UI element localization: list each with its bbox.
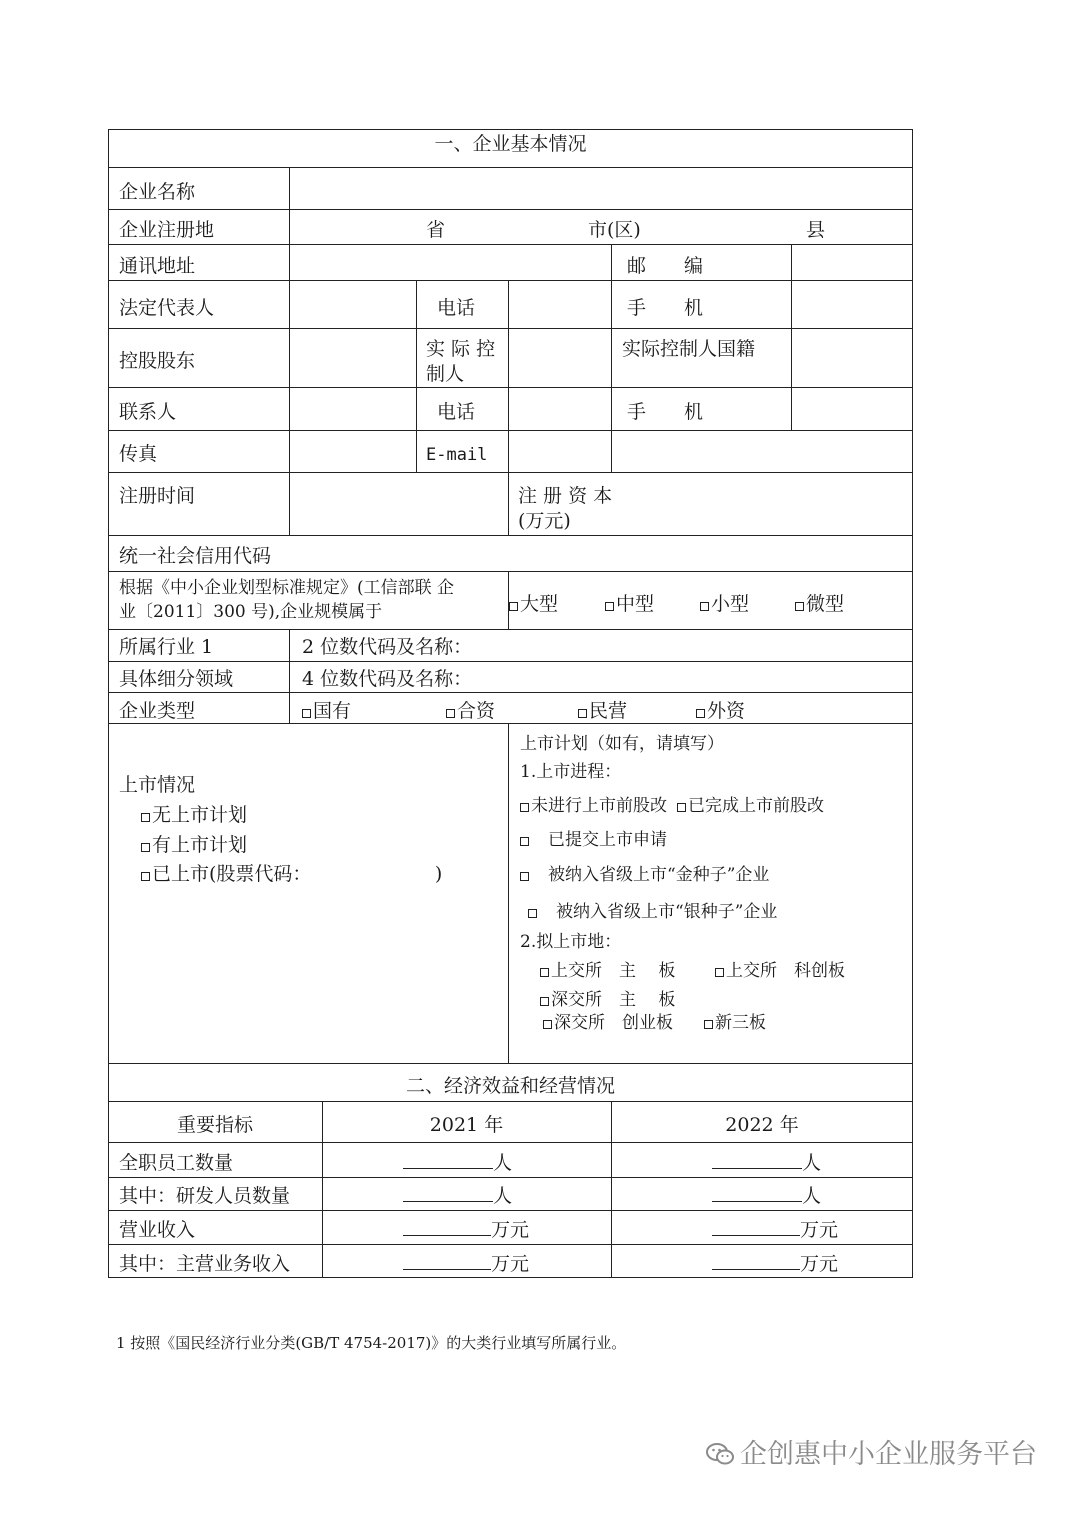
row-divider [108,661,913,662]
checkbox-type-foreign[interactable] [696,700,745,723]
field-controller-nationality[interactable] [793,330,911,386]
checkbox-label: 已完成上市前股改 [688,796,824,816]
checkbox-already-listed[interactable] [141,863,442,886]
checkbox-label: 民营 [589,700,628,722]
field-subfield-code[interactable]: 4 位数代码及名称： [302,668,473,690]
checkbox-icon [540,968,549,977]
field-contact-mobile[interactable] [793,389,911,429]
field-contact-phone[interactable] [510,389,610,429]
checkbox-label: 已上市(股票代码： ) [152,863,443,885]
checkbox-label: 被纳入省级上市“银种子”企业 [556,902,778,922]
label-enterprise-name: 企业名称 [119,181,196,203]
checkbox-no-listing-plan[interactable] [141,804,247,827]
checkbox-sse-star-market[interactable] [715,961,845,981]
footnote: 1 按照《国民经济行业分类(GB/T 4754-2017)》的大类行业填写所属行业。 [116,1334,627,1352]
row-divider [108,692,913,693]
label-province: 省 [426,219,446,241]
label-enterprise-type: 企业类型 [119,700,196,722]
checkbox-icon [302,709,311,718]
label-registered-capital-line2: (万元) [518,510,571,532]
checkbox-scale-medium[interactable] [605,593,654,616]
column-divider [289,629,290,723]
checkbox-icon [704,1020,713,1029]
label-postcode: 邮 编 [627,255,704,277]
checkbox-icon [509,602,518,611]
section-title-economic-performance: 二、经济效益和经营情况 [405,1075,615,1097]
row-divider [108,629,913,630]
label-listing-progress: 1.上市进程： [520,762,622,782]
field-revenue-2021[interactable]: 万元 [403,1219,529,1242]
checkbox-label: 国有 [313,700,352,722]
field-employees-2021[interactable]: 人 [403,1152,512,1175]
checkbox-label: 中型 [616,593,655,615]
label-registered-capital-line1: 注 册 资 本 [518,485,613,507]
checkbox-icon [141,813,150,822]
label-registered-place: 企业注册地 [119,219,215,241]
checkbox-szse-main-board[interactable] [540,990,675,1010]
column-divider [508,723,509,1063]
field-registered-capital[interactable] [613,474,911,534]
checkbox-icon [677,803,686,812]
checkbox-szse-chinext[interactable] [543,1013,673,1033]
checkbox-restructured[interactable] [677,796,824,816]
row-divider [108,1063,913,1064]
label-listing-plan: 上市计划（如有，请填写） [520,734,724,754]
label-subfield: 具体细分领域 [119,668,234,690]
field-industry-code[interactable]: 2 位数代码及名称： [302,636,473,658]
field-contact-person[interactable] [291,389,415,429]
checkbox-type-private[interactable] [578,700,627,723]
checkbox-type-joint[interactable] [446,700,495,723]
field-revenue-2022[interactable]: 万元 [712,1219,838,1242]
label-actual-controller-line1: 实 际 控 [426,338,496,360]
label-scale-line1: 根据《中小企业划型标准规定》(工信部联 企 [119,578,455,598]
checkbox-icon [520,803,529,812]
checkbox-type-state[interactable] [302,700,351,723]
checkbox-icon [795,602,804,611]
checkbox-icon [696,709,705,718]
checkbox-label: 合资 [457,700,496,722]
checkbox-label: 未进行上市前股改 [531,796,667,816]
wechat-icon [706,1442,734,1466]
checkbox-application-submitted[interactable] [520,830,667,850]
label-email: E-mail [426,445,488,465]
checkbox-label: 新三板 [715,1013,766,1033]
checkbox-label: 已提交上市申请 [548,830,667,850]
checkbox-icon [605,602,614,611]
row-label-employees: 全职员工数量 [119,1152,234,1174]
checkbox-silver-seed[interactable] [528,902,777,922]
field-email[interactable] [510,432,911,471]
checkbox-scale-small[interactable] [700,593,749,616]
checkbox-label: 外资 [707,700,746,722]
checkbox-label: 深交所 创业板 [554,1013,673,1033]
label-listing-status: 上市情况 [119,774,196,796]
label-contact-person: 联系人 [119,401,177,423]
checkbox-scale-large[interactable] [509,593,558,616]
checkbox-icon [540,997,549,1006]
field-main-revenue-2022[interactable]: 万元 [712,1253,838,1276]
label-controlling-shareholder: 控股股东 [119,350,196,372]
row-divider [108,1101,913,1102]
checkbox-has-listing-plan[interactable] [141,834,247,857]
row-divider [108,1177,913,1178]
label-actual-controller-line2: 制人 [426,363,465,385]
checkbox-label: 有上市计划 [152,834,248,856]
field-fax[interactable] [291,432,415,471]
label-county: 县 [806,219,826,241]
label-phone: 电话 [437,297,476,319]
column-divider [416,280,417,472]
checkbox-icon [715,968,724,977]
label-legal-representative: 法定代表人 [119,297,215,319]
row-label-rd-staff: 其中：研发人员数量 [119,1185,291,1207]
label-mailing-address: 通讯地址 [119,255,196,277]
label-industry: 所属行业 1 [119,636,214,658]
label-listing-venue: 2.拟上市地： [520,932,622,952]
row-divider [108,571,913,572]
checkbox-icon [578,709,587,718]
label-scale-line2: 业〔2011〕300 号),企业规模属于 [119,602,383,622]
checkbox-label: 上交所 科创板 [726,961,845,981]
field-credit-code[interactable] [291,537,911,570]
field-enterprise-name[interactable] [291,169,911,208]
field-postcode[interactable] [793,246,911,279]
checkbox-label: 大型 [520,593,559,615]
label-city: 市(区) [588,219,641,241]
row-divider [108,1210,913,1211]
checkbox-icon [543,1020,552,1029]
checkbox-label: 被纳入省级上市“金种子”企业 [548,865,770,885]
checkbox-icon [528,909,537,918]
checkbox-sse-main-board[interactable] [540,961,675,981]
field-main-revenue-2021[interactable]: 万元 [403,1253,529,1276]
label-mobile: 手 机 [627,297,704,319]
field-rd-staff-2021[interactable]: 人 [403,1185,512,1208]
field-registration-time[interactable] [291,474,507,534]
checkbox-icon [700,602,709,611]
row-divider [108,1142,913,1143]
label-fax: 传真 [119,443,158,465]
checkbox-label: 无上市计划 [152,804,248,826]
checkbox-label: 小型 [711,593,750,615]
checkbox-icon [141,872,150,881]
field-legal-rep-phone[interactable] [510,282,610,327]
label-contact-phone: 电话 [437,401,476,423]
row-divider [108,209,913,210]
section-title-basic-info: 一、企业基本情况 [434,133,587,155]
field-rd-staff-2022[interactable]: 人 [712,1185,821,1208]
column-header-indicator: 重要指标 [176,1114,253,1136]
watermark [706,1432,1037,1471]
field-mailing-address[interactable] [291,246,610,279]
field-employees-2022[interactable]: 人 [712,1152,821,1175]
column-header-2021: 2021 年 [429,1114,504,1136]
row-label-main-revenue: 其中：主营业务收入 [119,1253,291,1275]
checkbox-label: 上交所 主 板 [551,961,676,981]
checkbox-label: 深交所 主 板 [551,990,676,1010]
checkbox-icon [520,872,529,881]
checkbox-icon [446,709,455,718]
column-header-2022: 2022 年 [725,1114,799,1136]
checkbox-not-restructured[interactable] [520,796,667,816]
field-legal-representative[interactable] [291,282,415,327]
checkbox-neeq[interactable] [704,1013,766,1033]
field-legal-rep-mobile[interactable] [793,282,911,327]
row-divider [108,1244,913,1245]
checkbox-icon [141,843,150,852]
row-label-revenue: 营业收入 [119,1219,196,1241]
checkbox-gold-seed[interactable] [520,865,769,885]
label-credit-code: 统一社会信用代码 [119,545,272,567]
field-controlling-shareholder[interactable] [291,330,415,386]
checkbox-scale-micro[interactable] [795,593,844,616]
label-registration-time: 注册时间 [119,485,196,507]
label-contact-mobile: 手 机 [627,401,704,423]
checkbox-label: 微型 [806,593,845,615]
row-divider [108,723,913,724]
label-controller-nationality: 实际控制人国籍 [622,338,756,360]
checkbox-icon [520,837,529,846]
field-actual-controller[interactable] [510,330,610,386]
watermark-text: 企创惠中小企业服务平台 [740,1439,1037,1470]
